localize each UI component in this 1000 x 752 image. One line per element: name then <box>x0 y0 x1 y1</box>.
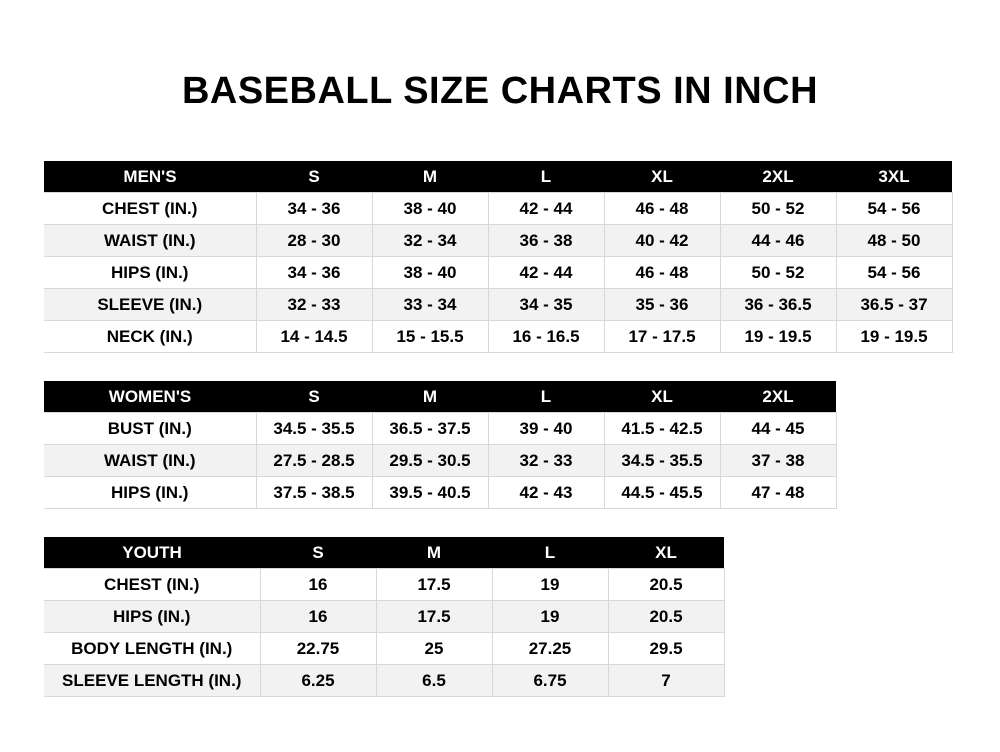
table-cell: 16 <box>260 601 376 633</box>
table-cell: 32 - 33 <box>256 289 372 321</box>
table-cell: 34 - 36 <box>256 193 372 225</box>
row-label: WAIST (IN.) <box>44 225 256 257</box>
table-row <box>44 445 836 477</box>
charts-container <box>0 161 1000 697</box>
column-header: 2XL <box>720 381 836 413</box>
table-cell: 37 - 38 <box>720 445 836 477</box>
table-row <box>44 477 836 509</box>
table-cell: 32 - 33 <box>488 445 604 477</box>
table-cell: 22.75 <box>260 633 376 665</box>
table-cell: 27.5 - 28.5 <box>256 445 372 477</box>
column-header: L <box>488 381 604 413</box>
table-cell: 17.5 <box>376 569 492 601</box>
column-header: S <box>260 537 376 569</box>
table-cell: 54 - 56 <box>836 193 952 225</box>
table-row <box>44 601 724 633</box>
table-cell: 36 - 38 <box>488 225 604 257</box>
table-cell: 6.75 <box>492 665 608 697</box>
table-header-row <box>44 381 836 413</box>
table-cell: 28 - 30 <box>256 225 372 257</box>
column-header: L <box>492 537 608 569</box>
table-cell: 19 <box>492 569 608 601</box>
row-label: HIPS (IN.) <box>44 601 260 633</box>
table-cell: 32 - 34 <box>372 225 488 257</box>
column-header: S <box>256 161 372 193</box>
table-cell: 50 - 52 <box>720 193 836 225</box>
column-header: 2XL <box>720 161 836 193</box>
page-title: BASEBALL SIZE CHARTS IN INCH <box>181 70 819 112</box>
table-cell: 29.5 - 30.5 <box>372 445 488 477</box>
row-label: BUST (IN.) <box>44 413 256 445</box>
column-header: S <box>256 381 372 413</box>
column-header: XL <box>604 161 720 193</box>
column-header: 3XL <box>836 161 952 193</box>
table-cell: 20.5 <box>608 601 724 633</box>
table-cell: 37.5 - 38.5 <box>256 477 372 509</box>
table-cell: 44 - 46 <box>720 225 836 257</box>
table-cell: 47 - 48 <box>720 477 836 509</box>
table-cell: 15 - 15.5 <box>372 321 488 353</box>
table-cell: 36.5 - 37.5 <box>372 413 488 445</box>
table-cell: 38 - 40 <box>372 257 488 289</box>
table-cell: 48 - 50 <box>836 225 952 257</box>
table-cell: 40 - 42 <box>604 225 720 257</box>
table-cell: 44.5 - 45.5 <box>604 477 720 509</box>
table-cell: 35 - 36 <box>604 289 720 321</box>
column-header: WOMEN'S <box>44 381 256 413</box>
table-cell: 34 - 36 <box>256 257 372 289</box>
column-header: XL <box>604 381 720 413</box>
table-row <box>44 633 724 665</box>
table-cell: 17.5 <box>376 601 492 633</box>
table-row <box>44 257 952 289</box>
table-cell: 20.5 <box>608 569 724 601</box>
table-row <box>44 193 952 225</box>
table-cell: 44 - 45 <box>720 413 836 445</box>
row-label: BODY LENGTH (IN.) <box>44 633 260 665</box>
table-header-row <box>44 537 724 569</box>
table-cell: 27.25 <box>492 633 608 665</box>
table-cell: 46 - 48 <box>604 257 720 289</box>
table-cell: 54 - 56 <box>836 257 952 289</box>
row-label: SLEEVE (IN.) <box>44 289 256 321</box>
column-header: YOUTH <box>44 537 260 569</box>
row-label: HIPS (IN.) <box>44 477 256 509</box>
table-cell: 34.5 - 35.5 <box>256 413 372 445</box>
table-cell: 16 <box>260 569 376 601</box>
table-cell: 17 - 17.5 <box>604 321 720 353</box>
table-cell: 42 - 43 <box>488 477 604 509</box>
table-cell: 19 - 19.5 <box>836 321 952 353</box>
table-cell: 38 - 40 <box>372 193 488 225</box>
column-header: L <box>488 161 604 193</box>
table-row <box>44 289 952 321</box>
table-cell: 36.5 - 37 <box>836 289 952 321</box>
column-header: M <box>372 381 488 413</box>
mens-size-table <box>44 161 953 353</box>
row-label: HIPS (IN.) <box>44 257 256 289</box>
column-header: M <box>376 537 492 569</box>
table-row <box>44 569 724 601</box>
table-cell: 6.5 <box>376 665 492 697</box>
row-label: NECK (IN.) <box>44 321 256 353</box>
table-cell: 42 - 44 <box>488 257 604 289</box>
table-cell: 41.5 - 42.5 <box>604 413 720 445</box>
column-header: M <box>372 161 488 193</box>
table-cell: 7 <box>608 665 724 697</box>
table-cell: 14 - 14.5 <box>256 321 372 353</box>
youth-size-table <box>44 537 725 697</box>
table-row <box>44 321 952 353</box>
table-row <box>44 225 952 257</box>
table-cell: 34 - 35 <box>488 289 604 321</box>
table-cell: 42 - 44 <box>488 193 604 225</box>
table-row <box>44 665 724 697</box>
table-cell: 19 <box>492 601 608 633</box>
row-label: CHEST (IN.) <box>44 569 260 601</box>
table-cell: 36 - 36.5 <box>720 289 836 321</box>
row-label: CHEST (IN.) <box>44 193 256 225</box>
table-row <box>44 413 836 445</box>
table-cell: 46 - 48 <box>604 193 720 225</box>
table-cell: 50 - 52 <box>720 257 836 289</box>
table-header-row <box>44 161 952 193</box>
womens-size-table <box>44 381 837 509</box>
row-label: WAIST (IN.) <box>44 445 256 477</box>
column-header: XL <box>608 537 724 569</box>
table-cell: 33 - 34 <box>372 289 488 321</box>
column-header: MEN'S <box>44 161 256 193</box>
table-cell: 39.5 - 40.5 <box>372 477 488 509</box>
row-label: SLEEVE LENGTH (IN.) <box>44 665 260 697</box>
table-cell: 25 <box>376 633 492 665</box>
table-cell: 39 - 40 <box>488 413 604 445</box>
table-cell: 19 - 19.5 <box>720 321 836 353</box>
table-cell: 16 - 16.5 <box>488 321 604 353</box>
table-cell: 29.5 <box>608 633 724 665</box>
table-cell: 6.25 <box>260 665 376 697</box>
table-cell: 34.5 - 35.5 <box>604 445 720 477</box>
